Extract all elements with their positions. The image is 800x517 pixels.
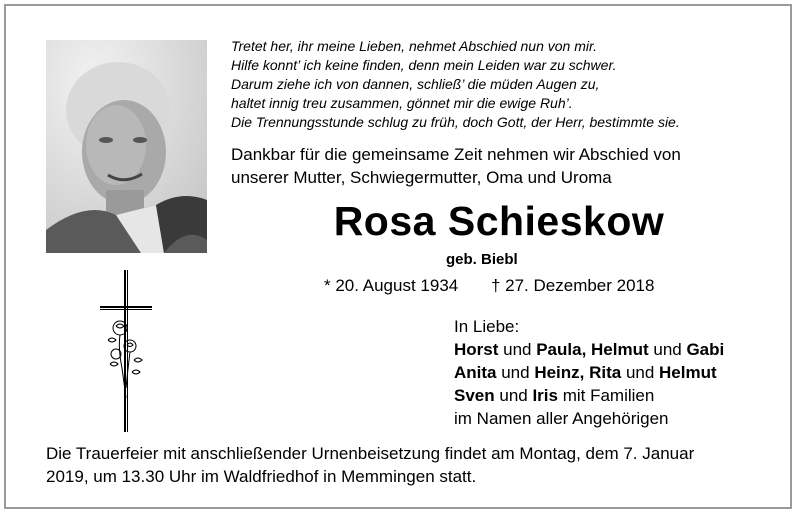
cross-with-roses-icon	[96, 268, 156, 436]
family-connector: mit Familien	[557, 386, 655, 405]
death-date: † 27. Dezember 2018	[490, 276, 655, 295]
family-block	[454, 315, 774, 430]
poem-line: haltet innig treu zusammen, gönnet mir die ewige Ruh’.	[231, 95, 573, 111]
family-name: Heinz, Rita	[534, 363, 622, 382]
family-connector: und	[494, 386, 533, 405]
family-name: Helmut	[659, 363, 717, 382]
poem-line: Die Trennungsstunde schlug zu früh, doch Gott, der Herr, bestimmte sie.	[231, 114, 680, 130]
funeral-line: Die Trauerfeier mit anschließender Urnenbeisetzung findet am Montag, dem 7. Januar	[46, 444, 695, 463]
funeral-info	[46, 442, 766, 488]
poem-line: Hilfe konnt’ ich keine finden, denn mein Leiden war zu schwer.	[231, 57, 617, 73]
family-connector: und	[621, 363, 660, 382]
family-closing: im Namen aller Angehörigen	[454, 409, 669, 428]
family-row	[454, 338, 774, 361]
family-heading: In Liebe:	[454, 317, 520, 336]
family-name: Gabi	[686, 340, 725, 359]
family-connector: und	[496, 363, 535, 382]
family-name: Anita	[454, 363, 497, 382]
intro-line: Dankbar für die gemeinsame Zeit nehmen wir Abschied von	[231, 145, 681, 164]
family-row	[454, 384, 774, 407]
poem-line: Tretet her, ihr meine Lieben, nehmet Abschied nun von mir.	[231, 38, 598, 54]
family-name: Paula, Helmut	[536, 340, 649, 359]
funeral-line: 2019, um 13.30 Uhr im Waldfriedhof in Memmingen statt.	[46, 467, 477, 486]
deceased-name: Rosa Schieskow	[333, 198, 665, 244]
family-connector: und	[498, 340, 537, 359]
maiden-name: geb. Biebl	[446, 251, 518, 268]
life-dates	[324, 276, 654, 296]
portrait-photo	[46, 40, 207, 253]
family-name: Horst	[454, 340, 499, 359]
family-row	[454, 361, 774, 384]
family-name: Iris	[532, 386, 558, 405]
poem-line: Darum ziehe ich von dannen, schließ’ die müden Augen zu,	[231, 76, 600, 92]
birth-date: * 20. August 1934	[324, 276, 459, 295]
family-connector: und	[648, 340, 687, 359]
intro-text	[231, 143, 771, 189]
family-name: Sven	[454, 386, 495, 405]
poem	[231, 37, 781, 132]
intro-line: unserer Mutter, Schwiegermutter, Oma und Uroma	[231, 168, 612, 187]
